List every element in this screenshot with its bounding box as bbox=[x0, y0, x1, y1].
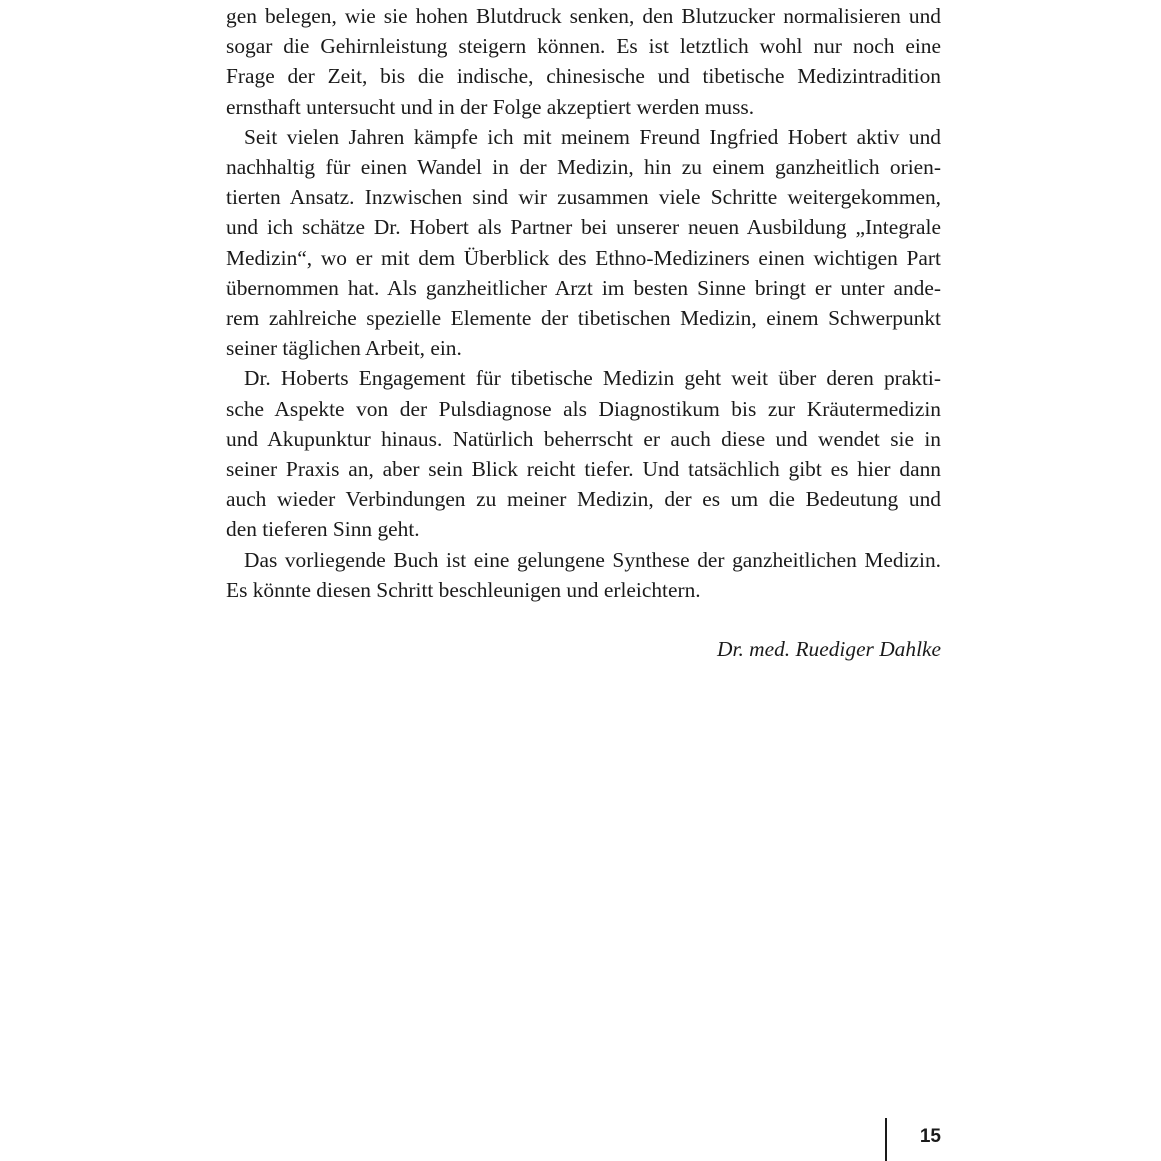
text-line: und ich schätze Dr. Hobert als Partner bei unserer neuen Ausbildung „Integrale bbox=[226, 215, 941, 240]
text-line: nachhaltig für einen Wandel in der Medizin, hin zu einem ganzheitlich orien- bbox=[226, 155, 941, 180]
text-line: übernommen hat. Als ganzheitlicher Arzt im besten Sinne bringt er unter ande- bbox=[226, 275, 941, 300]
page-number-rule bbox=[885, 1118, 887, 1161]
author-signature: Dr. med. Ruediger Dahlke bbox=[717, 637, 941, 661]
page-number: 15 bbox=[919, 1126, 941, 1147]
text-line: den tieferen Sinn geht. bbox=[226, 517, 420, 542]
paragraph bbox=[226, 545, 941, 605]
text-line: sogar die Gehirnleistung steigern können. Es ist letztlich wohl nur noch eine bbox=[226, 34, 941, 59]
text-line: Es könnte diesen Schritt beschleunigen und erleichtern. bbox=[226, 577, 701, 602]
text-line: gen belegen, wie sie hohen Blutdruck senken, den Blutzucker normalisieren und bbox=[226, 4, 941, 28]
text-line: Dr. Hoberts Engagement für tibetische Medizin geht weit über deren prakti- bbox=[244, 366, 941, 391]
text-line: seiner täglichen Arbeit, ein. bbox=[226, 336, 462, 361]
text-line: und Akupunktur hinaus. Natürlich beherrscht er auch diese und wendet sie in bbox=[226, 426, 941, 451]
text-line: Frage der Zeit, bis die indische, chinesische und tibetische Medizintradition bbox=[226, 64, 941, 89]
text-line: sche Aspekte von der Pulsdiagnose als Diagnostikum bis zur Kräutermedizin bbox=[226, 396, 941, 421]
body-text bbox=[226, 1, 941, 605]
text-line: Seit vielen Jahren kämpfe ich mit meinem Freund Ingfried Hobert aktiv und bbox=[244, 124, 941, 149]
text-line: tierten Ansatz. Inzwischen sind wir zusammen viele Schritte weitergekommen, bbox=[226, 185, 941, 210]
paragraph bbox=[226, 363, 941, 544]
text-line: auch wieder Verbindungen zu meiner Medizin, der es um die Bedeutung und bbox=[226, 487, 941, 512]
paragraph bbox=[226, 122, 941, 364]
text-line: seiner Praxis an, aber sein Blick reicht tiefer. Und tatsächlich gibt es hier dann bbox=[226, 457, 941, 482]
text-line: Medizin“, wo er mit dem Überblick des Ethno-Mediziners einen wichtigen Part bbox=[226, 245, 941, 270]
text-line: rem zahlreiche spezielle Elemente der tibetischen Medizin, einem Schwerpunkt bbox=[226, 306, 941, 331]
paragraph bbox=[226, 1, 941, 122]
text-line: ernsthaft untersucht und in der Folge akzeptiert werden muss. bbox=[226, 94, 755, 119]
text-line: Das vorliegende Buch ist eine gelungene Synthese der ganzheitlichen Medizin. bbox=[244, 547, 941, 572]
